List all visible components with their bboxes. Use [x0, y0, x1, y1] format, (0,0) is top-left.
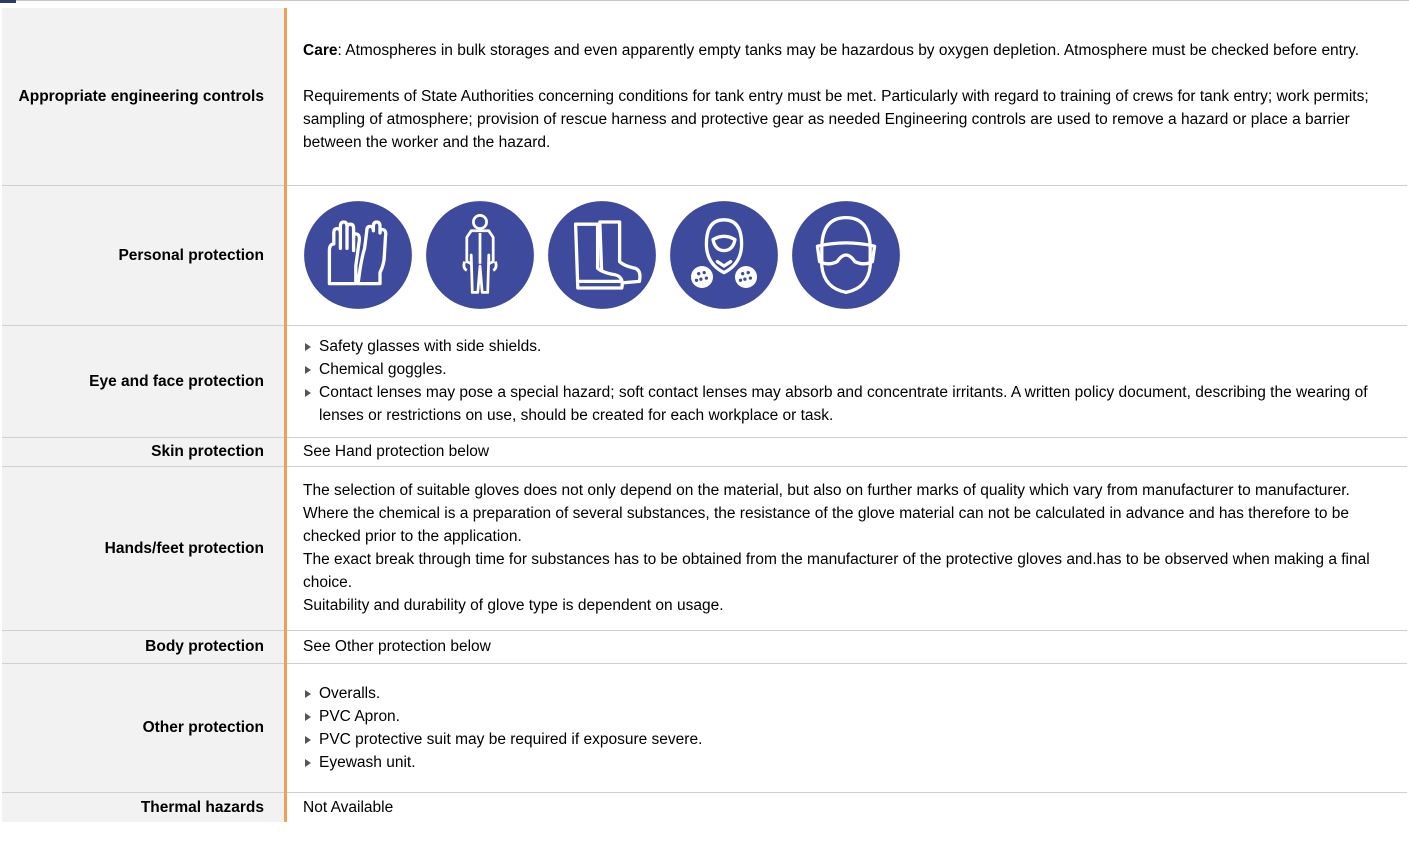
row-label: Skin protection	[2, 437, 286, 466]
row-value	[286, 663, 1408, 792]
row-value: Not Available	[286, 792, 1408, 822]
ppe-icons	[303, 200, 1393, 310]
suitability-paragraph: Suitability and durability of glove type is dependent on usage.	[303, 597, 724, 614]
eye-protection-list	[303, 335, 1393, 427]
row-value: See Other protection below	[286, 630, 1408, 663]
row-other-protection	[2, 663, 1407, 792]
safety-boots-icon	[547, 200, 657, 310]
care-paragraph	[303, 39, 1393, 62]
top-divider	[0, 0, 1409, 1]
row-label: Appropriate engineering controls	[2, 8, 286, 185]
row-value: See Hand protection below	[286, 437, 1408, 466]
row-label: Body protection	[2, 630, 286, 663]
row-eye-face-protection	[2, 325, 1407, 437]
list-item: Safety glasses with side shields.	[303, 335, 1393, 358]
gloves-icon	[303, 200, 413, 310]
breakthrough-paragraph: The exact break through time for substances has to be obtained from the manufacturer of the protective gloves and.has to be observed when making a final choice.	[303, 551, 1370, 591]
requirements-paragraph: Requirements of State Authorities concerning conditions for tank entry must be met. Particularly with regard to training of crews for tank entry; work permits; sampling of atmosphere; provision of rescue harness and protective gear as needed Engineering controls are used to remove a hazard or place a barrier between the worker and the hazard.	[303, 87, 1369, 151]
row-value	[286, 466, 1408, 630]
respirator-icon	[669, 200, 779, 310]
row-thermal-hazards	[2, 792, 1407, 822]
protective-suit-icon	[425, 200, 535, 310]
row-label: Hands/feet protection	[2, 466, 286, 630]
other-protection-list	[303, 682, 1393, 774]
care-bold: Care	[303, 41, 338, 59]
ppe-table	[2, 8, 1407, 822]
list-item: Overalls.	[303, 682, 1393, 705]
care-text: : Atmospheres in bulk storages and even apparently empty tanks may be hazardous by oxygen depletion. Atmosphere must be checked before entry.	[337, 41, 1360, 59]
row-label: Other protection	[2, 663, 286, 792]
top-marker	[0, 0, 16, 3]
row-value	[286, 325, 1408, 437]
row-value	[286, 8, 1408, 185]
row-hands-feet-protection	[2, 466, 1407, 630]
row-label: Personal protection	[2, 185, 286, 325]
list-item: Eyewash unit.	[303, 751, 1393, 774]
row-body-protection	[2, 630, 1407, 663]
row-engineering-controls	[2, 8, 1407, 185]
row-label: Eye and face protection	[2, 325, 286, 437]
row-personal-protection	[2, 185, 1407, 325]
list-item: Chemical goggles.	[303, 358, 1393, 381]
row-label: Thermal hazards	[2, 792, 286, 822]
list-item: PVC Apron.	[303, 705, 1393, 728]
row-skin-protection	[2, 437, 1407, 466]
safety-goggles-icon	[791, 200, 901, 310]
row-value	[286, 185, 1408, 325]
list-item: PVC protective suit may be required if exposure severe.	[303, 728, 1393, 751]
gloves-paragraph: The selection of suitable gloves does not only depend on the material, but also on further marks of quality which vary from manufacturer to manufacturer. Where the chemical is a preparation of several substances, the resistance of the glove material can not be calculated in advance and has therefore to be checked prior to the application.	[303, 482, 1350, 545]
list-item: Contact lenses may pose a special hazard; soft contact lenses may absorb and concentrate irritants. A written policy document, describing the wearing of lenses or restrictions on use, should be created for each workplace or task.	[303, 381, 1393, 427]
